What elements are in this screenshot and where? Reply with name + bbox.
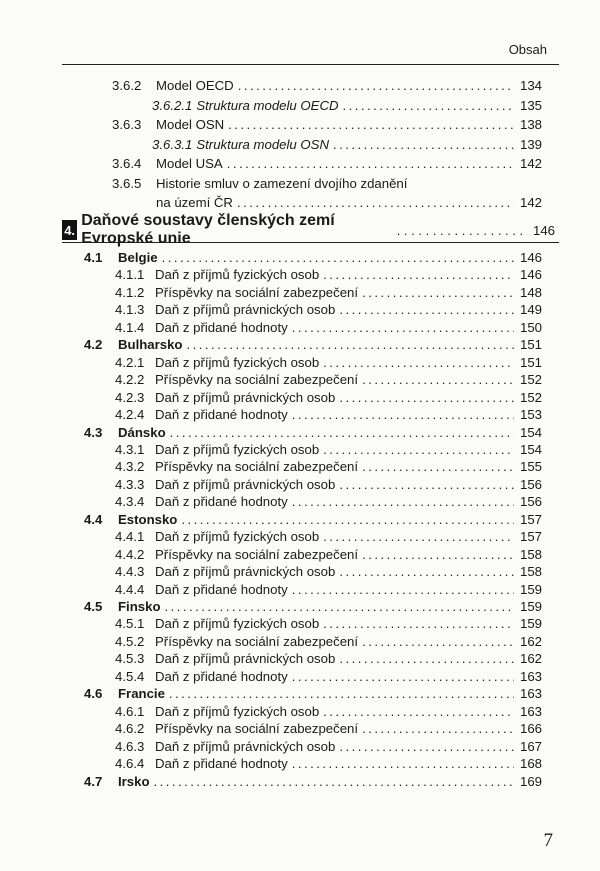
entry-number: 3.6.2.1 [152, 97, 193, 113]
toc-item[interactable] [115, 704, 542, 720]
toc-item[interactable] [115, 756, 542, 772]
entry-title: Příspěvky na sociální zabezpečení [155, 546, 359, 562]
entry-number: 4.4.4 [115, 581, 145, 597]
chapter-heading[interactable] [62, 212, 559, 247]
toc-item[interactable] [115, 651, 542, 667]
entry-title: Daň z příjmů fyzických osob [155, 703, 320, 719]
toc-section[interactable] [84, 512, 542, 528]
entry-number: 4.1.1 [115, 267, 145, 283]
toc-item[interactable] [115, 669, 542, 685]
entry-page: 162 [519, 633, 542, 649]
dot-leader [162, 250, 514, 266]
entry-number: 4.2.3 [115, 389, 145, 405]
toc-item[interactable] [115, 285, 542, 301]
toc-item[interactable] [115, 442, 542, 458]
toc-entry[interactable] [112, 78, 542, 94]
entry-page: 159 [519, 616, 542, 632]
entry-page: 151 [519, 354, 542, 370]
entry-title: Historie smluv o zamezení dvojího zdanění [156, 175, 408, 191]
dot-leader [362, 285, 514, 301]
entry-page: 152 [519, 372, 542, 388]
entry-title: Daň z příjmů fyzických osob [155, 267, 320, 283]
dot-leader [323, 442, 514, 458]
entry-page: 157 [519, 529, 542, 545]
entry-number: 3.6.2 [112, 78, 142, 93]
entry-title: Příspěvky na sociální zabezpečení [155, 721, 359, 737]
toc-section[interactable] [84, 425, 542, 441]
entry-page: 155 [519, 459, 542, 475]
entry-page: 142 [519, 156, 542, 171]
entry-title: Model USA [156, 156, 223, 171]
entry-title: Daň z příjmů fyzických osob [155, 354, 320, 370]
entry-page: 168 [519, 756, 542, 772]
page-number: 7 [543, 830, 553, 851]
chapter-page: 146 [533, 222, 556, 238]
dot-leader [292, 494, 514, 510]
entry-title: na území ČR [156, 195, 233, 210]
entry-page: 153 [519, 407, 542, 423]
dot-leader [323, 616, 514, 632]
entry-page: 156 [519, 494, 542, 510]
toc-item[interactable] [115, 320, 542, 336]
toc-section[interactable] [84, 774, 542, 790]
entry-page: 158 [519, 546, 542, 562]
entry-title: Model OECD [156, 78, 234, 93]
entry-title: Struktura modelu OECD [196, 97, 339, 113]
entry-number: 4.3.4 [115, 494, 145, 510]
entry-number: 4.1 [84, 250, 103, 265]
entry-title: Daň z příjmů právnických osob [155, 564, 336, 580]
dot-leader [292, 756, 514, 772]
entry-number: 4.7 [84, 773, 103, 789]
entry-title: Finsko [118, 599, 161, 614]
entry-number: 4.6.3 [115, 738, 145, 754]
toc-item[interactable] [115, 372, 542, 388]
entry-title: Estonsko [118, 511, 178, 527]
entry-number: 4.5.3 [115, 651, 145, 667]
entry-page: 146 [519, 250, 542, 265]
toc-section[interactable] [84, 337, 542, 353]
entry-page: 150 [519, 319, 542, 335]
dot-leader [154, 774, 514, 790]
entry-page: 139 [519, 136, 542, 152]
entry-page: 163 [519, 668, 542, 684]
entry-number: 4.6.4 [115, 756, 145, 772]
dot-leader [362, 634, 514, 650]
entry-number: 4.5 [84, 599, 103, 614]
entry-page: 163 [519, 703, 542, 719]
dot-leader [339, 477, 514, 493]
toc-entry[interactable] [112, 156, 542, 172]
toc-item[interactable] [115, 407, 542, 423]
dot-leader [237, 195, 514, 211]
entry-title: Daň z přidané hodnoty [155, 319, 288, 335]
dot-leader [397, 223, 528, 238]
entry-title: Daň z příjmů právnických osob [155, 389, 336, 405]
header-rule [62, 64, 559, 65]
entry-number: 4.5.2 [115, 633, 145, 649]
entry-title: Daň z přidané hodnoty [155, 581, 288, 597]
entry-page: 166 [519, 721, 542, 737]
dot-leader [169, 686, 514, 702]
toc-item[interactable] [115, 267, 542, 283]
entry-number: 4.2.2 [115, 372, 145, 388]
toc-subentry[interactable] [152, 137, 542, 153]
dot-leader [181, 512, 514, 528]
entry-number: 3.6.3 [112, 117, 142, 132]
entry-number: 4.5.1 [115, 616, 145, 632]
entry-number: 4.4.3 [115, 564, 145, 580]
entry-title: Daň z příjmů právnických osob [155, 651, 336, 667]
entry-number: 3.6.4 [112, 156, 142, 171]
entry-number: 4.5.4 [115, 668, 145, 684]
dot-leader [292, 407, 514, 423]
entry-number: 4.3.3 [115, 476, 145, 492]
entry-number: 4.2 [84, 337, 103, 353]
entry-page: 159 [519, 581, 542, 597]
entry-title: Belgie [118, 250, 158, 265]
dot-leader [292, 669, 514, 685]
toc-entry-continuation[interactable] [112, 195, 542, 211]
entry-title: Daň z přidané hodnoty [155, 494, 288, 510]
dot-leader [187, 337, 515, 353]
toc-item[interactable] [115, 302, 542, 318]
chapter-number-badge: 4. [62, 220, 77, 240]
dot-leader [323, 704, 514, 720]
dot-leader [170, 425, 514, 441]
entry-title: Irsko [118, 773, 150, 789]
entry-page: 134 [519, 78, 542, 93]
entry-page: 162 [519, 651, 542, 667]
entry-page: 156 [519, 476, 542, 492]
dot-leader [238, 78, 514, 94]
entry-title: Daň z přidané hodnoty [155, 668, 288, 684]
dot-leader [333, 137, 514, 153]
dot-leader [292, 320, 514, 336]
entry-page: 158 [519, 564, 542, 580]
entry-number: 4.4.2 [115, 546, 145, 562]
entry-number: 4.4 [84, 511, 103, 527]
entry-number: 4.1.4 [115, 319, 145, 335]
entry-number: 4.6 [84, 686, 103, 702]
toc-item[interactable] [115, 390, 542, 406]
entry-page: 152 [519, 389, 542, 405]
entry-page: 169 [519, 773, 542, 789]
entry-page: 151 [519, 337, 542, 353]
toc-subentry[interactable] [152, 98, 542, 114]
entry-number: 4.3.1 [115, 441, 145, 457]
entry-title: Příspěvky na sociální zabezpečení [155, 459, 359, 475]
dot-leader [362, 372, 514, 388]
entry-title: Struktura modelu OSN [196, 136, 330, 152]
entry-title: Dánsko [118, 424, 166, 440]
entry-title: Daň z příjmů fyzických osob [155, 529, 320, 545]
entry-title: Model OSN [156, 117, 225, 132]
toc-entry[interactable] [112, 176, 407, 192]
entry-number: 3.6.3.1 [152, 136, 193, 152]
dot-leader [362, 547, 514, 563]
entry-title: Daň z přidané hodnoty [155, 756, 288, 772]
dot-leader [227, 156, 514, 172]
entry-title: Příspěvky na sociální zabezpečení [155, 372, 359, 388]
toc-item[interactable] [115, 459, 542, 475]
toc-entry[interactable] [112, 117, 542, 133]
dot-leader [339, 739, 514, 755]
entry-title: Příspěvky na sociální zabezpečení [155, 633, 359, 649]
entry-page: 167 [519, 738, 542, 754]
entry-title: Francie [118, 686, 165, 702]
entry-title: Daň z příjmů právnických osob [155, 738, 336, 754]
entry-number: 4.3 [84, 424, 103, 440]
entry-page: 157 [519, 511, 542, 527]
entry-page: 163 [519, 686, 542, 702]
entry-number: 4.4.1 [115, 529, 145, 545]
entry-title: Daň z příjmů právnických osob [155, 302, 336, 318]
entry-title: Daň z příjmů fyzických osob [155, 616, 320, 632]
dot-leader [362, 721, 514, 737]
dot-leader [165, 599, 515, 615]
dot-leader [323, 355, 514, 371]
entry-page: 159 [519, 599, 542, 614]
toc-item[interactable] [115, 721, 542, 737]
toc-item[interactable] [115, 477, 542, 493]
toc-item[interactable] [115, 355, 542, 371]
toc-item[interactable] [115, 634, 542, 650]
entry-number: 4.2.1 [115, 354, 145, 370]
toc-item[interactable] [115, 582, 542, 598]
dot-leader [292, 582, 514, 598]
entry-number: 3.6.5 [112, 175, 142, 191]
toc-item[interactable] [115, 739, 542, 755]
dot-leader [343, 98, 514, 114]
dot-leader [362, 459, 514, 475]
dot-leader [339, 651, 514, 667]
entry-page: 149 [519, 302, 542, 318]
toc-item[interactable] [115, 547, 542, 563]
entry-title: Daň z příjmů fyzických osob [155, 441, 320, 457]
entry-number: 4.2.4 [115, 407, 145, 423]
toc-section[interactable] [84, 599, 542, 615]
toc-item[interactable] [115, 616, 542, 632]
entry-title: Daň z přidané hodnoty [155, 407, 288, 423]
dot-leader [339, 302, 514, 318]
dot-leader [339, 564, 514, 580]
dot-leader [339, 390, 514, 406]
entry-page: 138 [519, 117, 542, 132]
running-header: Obsah [508, 42, 547, 57]
toc-item[interactable] [115, 564, 542, 580]
entry-page: 146 [519, 267, 542, 283]
entry-page: 154 [519, 441, 542, 457]
entry-page: 135 [519, 97, 542, 113]
entry-number: 4.3.2 [115, 459, 145, 475]
dot-leader [228, 117, 514, 133]
chapter-title: Daňové soustavy členských zemí Evropské unie [81, 212, 335, 247]
entry-page: 154 [519, 424, 542, 440]
entry-number: 4.1.2 [115, 284, 145, 300]
entry-number: 4.6.1 [115, 703, 145, 719]
dot-leader [323, 267, 514, 283]
entry-title: Bulharsko [118, 337, 183, 353]
entry-page: 148 [519, 284, 542, 300]
entry-title: Příspěvky na sociální zabezpečení [155, 284, 359, 300]
entry-page: 142 [519, 195, 542, 210]
entry-number: 4.1.3 [115, 302, 145, 318]
toc-item[interactable] [115, 494, 542, 510]
toc-section[interactable] [84, 686, 542, 702]
entry-number: 4.6.2 [115, 721, 145, 737]
entry-title: Daň z příjmů právnických osob [155, 476, 336, 492]
toc-item[interactable] [115, 529, 542, 545]
dot-leader [323, 529, 514, 545]
toc-section[interactable] [84, 250, 542, 266]
